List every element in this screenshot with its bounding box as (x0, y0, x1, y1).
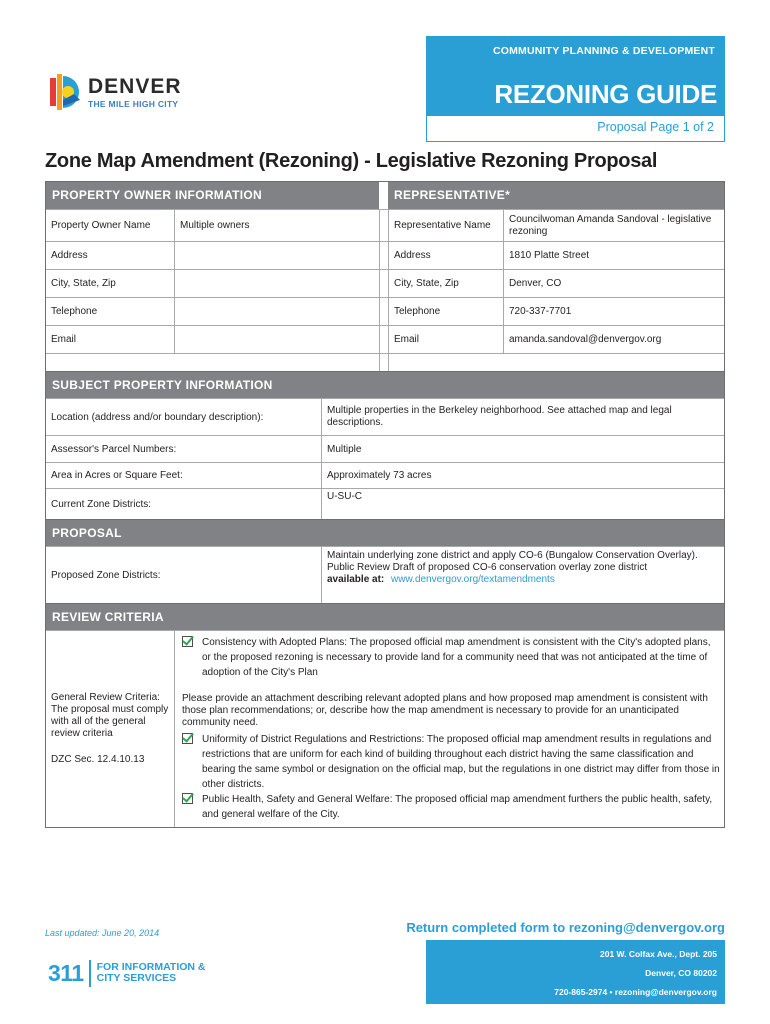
column-gap (379, 182, 388, 209)
denver-logo-mark-icon (50, 72, 82, 112)
logo-311-number: 311 (48, 959, 84, 986)
proposal-line-2: Public Review Draft of proposed CO-6 conservation overlay zone district (327, 562, 648, 573)
owner-address-label: Address (51, 250, 88, 261)
checkbox-checked-icon[interactable] (182, 793, 193, 804)
rep-address-field[interactable]: 1810 Platte Street (503, 242, 724, 269)
rep-email-label: Email (388, 326, 503, 353)
criterion-consistency (182, 635, 720, 680)
denver-logo (50, 72, 190, 112)
checkbox-checked-icon[interactable] (182, 636, 193, 647)
owner-city-label: City, State, Zip (51, 278, 116, 289)
owner-city-field[interactable] (174, 270, 379, 297)
table-row (46, 462, 724, 488)
column-gap (379, 354, 388, 371)
parcel-field[interactable]: Multiple (321, 436, 724, 462)
review-criteria-row (46, 630, 724, 827)
last-updated: Last updated: June 20, 2014 (45, 928, 160, 938)
criterion-public-health-text: Public Health, Safety and General Welfare: The proposed official map amendment furthers the public health, safety, and general welfare of the City. (202, 794, 713, 820)
logo-tagline: THE MILE HIGH CITY (88, 99, 179, 109)
return-instruction: Return completed form to rezoning@denvergov.org (406, 920, 725, 935)
table-row (46, 435, 724, 462)
criterion-uniformity (182, 732, 720, 792)
footer-address-line1: 201 W. Colfax Ave., Dept. 205 (600, 949, 717, 959)
location-field[interactable]: Multiple properties in the Berkeley neighborhood. See attached map and legal descriptions. (321, 399, 724, 435)
table-row (46, 546, 724, 603)
table-row (46, 325, 724, 353)
document-title: Zone Map Amendment (Rezoning) - Legislative Rezoning Proposal (45, 150, 658, 172)
table-row (46, 297, 724, 325)
owner-rep-rows (46, 209, 724, 371)
review-criteria-summary (46, 631, 174, 827)
current-zone-label: Current Zone Districts: (51, 498, 152, 510)
footer-address-line2: Denver, CO 80202 (645, 968, 717, 978)
page-indicator: Proposal Page 1 of 2 (597, 120, 714, 134)
rep-address-label: Address (388, 242, 503, 269)
column-gap (379, 242, 388, 269)
proposal-line-3 (327, 574, 719, 586)
logo-311-line2: CITY SERVICES (96, 972, 177, 984)
text-amendments-link[interactable]: www.denvergov.org/textamendments (391, 574, 555, 585)
header-band (426, 36, 725, 116)
rep-name-label: Representative Name (388, 210, 503, 241)
column-gap (379, 210, 388, 241)
dzc-section-ref: DZC Sec. 12.4.10.13 (51, 754, 145, 765)
criterion-instruction: Please provide an attachment describing relevant adopted plans and how proposed map amendment is consistent with those plan recommendations; or, describe how the map amendment is necessary to provide for an unanticipated community need. (182, 693, 708, 728)
review-criteria-description: General Review Criteria: The proposal must comply with all of the general review criteria (51, 692, 169, 739)
owner-rep-headers (46, 182, 724, 209)
table-row (46, 488, 724, 519)
owner-section-header: PROPERTY OWNER INFORMATION (46, 182, 379, 209)
area-field[interactable]: Approximately 73 acres (321, 463, 724, 488)
rep-city-field[interactable]: Denver, CO (503, 270, 724, 297)
owner-name-label: Property Owner Name (51, 220, 151, 231)
footer-contact-band (426, 940, 725, 1004)
rep-name-field[interactable]: Councilwoman Amanda Sandoval - legislative rezoning (503, 210, 724, 241)
review-section-header: REVIEW CRITERIA (46, 603, 724, 630)
criterion-public-health (182, 792, 720, 822)
owner-name-field[interactable]: Multiple owners (174, 210, 379, 241)
table-row (46, 269, 724, 297)
rep-telephone-label: Telephone (388, 298, 503, 325)
table-row (46, 209, 724, 241)
proposal-section-header: PROPOSAL (46, 519, 724, 546)
column-gap (379, 326, 388, 353)
spacer (46, 354, 379, 371)
table-row (46, 398, 724, 435)
spacer-row (46, 353, 724, 371)
logo-311-text (97, 962, 206, 984)
rezoning-form (45, 181, 725, 828)
proposed-zone-field[interactable] (321, 547, 724, 603)
area-label: Area in Acres or Square Feet: (51, 470, 183, 481)
criterion-uniformity-text: Uniformity of District Regulations and Restrictions: The proposed official map amendment results in regulations and restrictions that are uniform for each kind of building throughout each district having the same classification and bearing the same symbol or designation on the official map, but the regulations in one district may differ from those in other districts. (202, 734, 720, 790)
guide-title: REZONING GUIDE (494, 79, 717, 109)
proposal-line-1: Maintain underlying zone district and apply CO-6 (Bungalow Conservation Overlay). (327, 550, 698, 561)
subject-section-header: SUBJECT PROPERTY INFORMATION (46, 371, 724, 398)
checkbox-checked-icon[interactable] (182, 733, 193, 744)
logo-name: DENVER (88, 75, 182, 98)
logo-311 (48, 958, 206, 988)
proposed-zone-label: Proposed Zone Districts: (51, 569, 161, 581)
owner-address-field[interactable] (174, 242, 379, 269)
current-zone-field[interactable]: U-SU-C (321, 489, 724, 519)
criterion-consistency-text: Consistency with Adopted Plans: The proposed official map amendment is consistent with the City's adopted plans, or the proposed rezoning is necessary to provide land for a community need that was not anticipated at the time of adoption of the City's Plan (202, 637, 711, 678)
column-gap (379, 298, 388, 325)
footer-contact: 720-865-2974 • rezoning@denvergov.org (554, 987, 717, 997)
logo-311-divider (89, 960, 91, 987)
owner-telephone-field[interactable] (174, 298, 379, 325)
owner-telephone-label: Telephone (51, 306, 98, 317)
review-criteria-list (174, 631, 724, 827)
page-indicator-box (426, 116, 725, 142)
owner-email-field[interactable] (174, 326, 379, 353)
spacer (388, 354, 724, 371)
department-label: COMMUNITY PLANNING & DEVELOPMENT (492, 45, 715, 57)
logo-311-line1: FOR INFORMATION & (96, 961, 206, 973)
proposal-link-prefix: available at: (327, 574, 385, 585)
parcel-label: Assessor's Parcel Numbers: (51, 443, 177, 455)
rep-email-field[interactable]: amanda.sandoval@denvergov.org (503, 326, 724, 353)
location-label: Location (address and/or boundary description): (51, 411, 264, 423)
owner-email-label: Email (51, 334, 77, 345)
column-gap (379, 270, 388, 297)
rep-telephone-field[interactable]: 720-337-7701 (503, 298, 724, 325)
table-row (46, 241, 724, 269)
rep-city-label: City, State, Zip (388, 270, 503, 297)
rep-section-header: REPRESENTATIVE* (388, 182, 724, 209)
